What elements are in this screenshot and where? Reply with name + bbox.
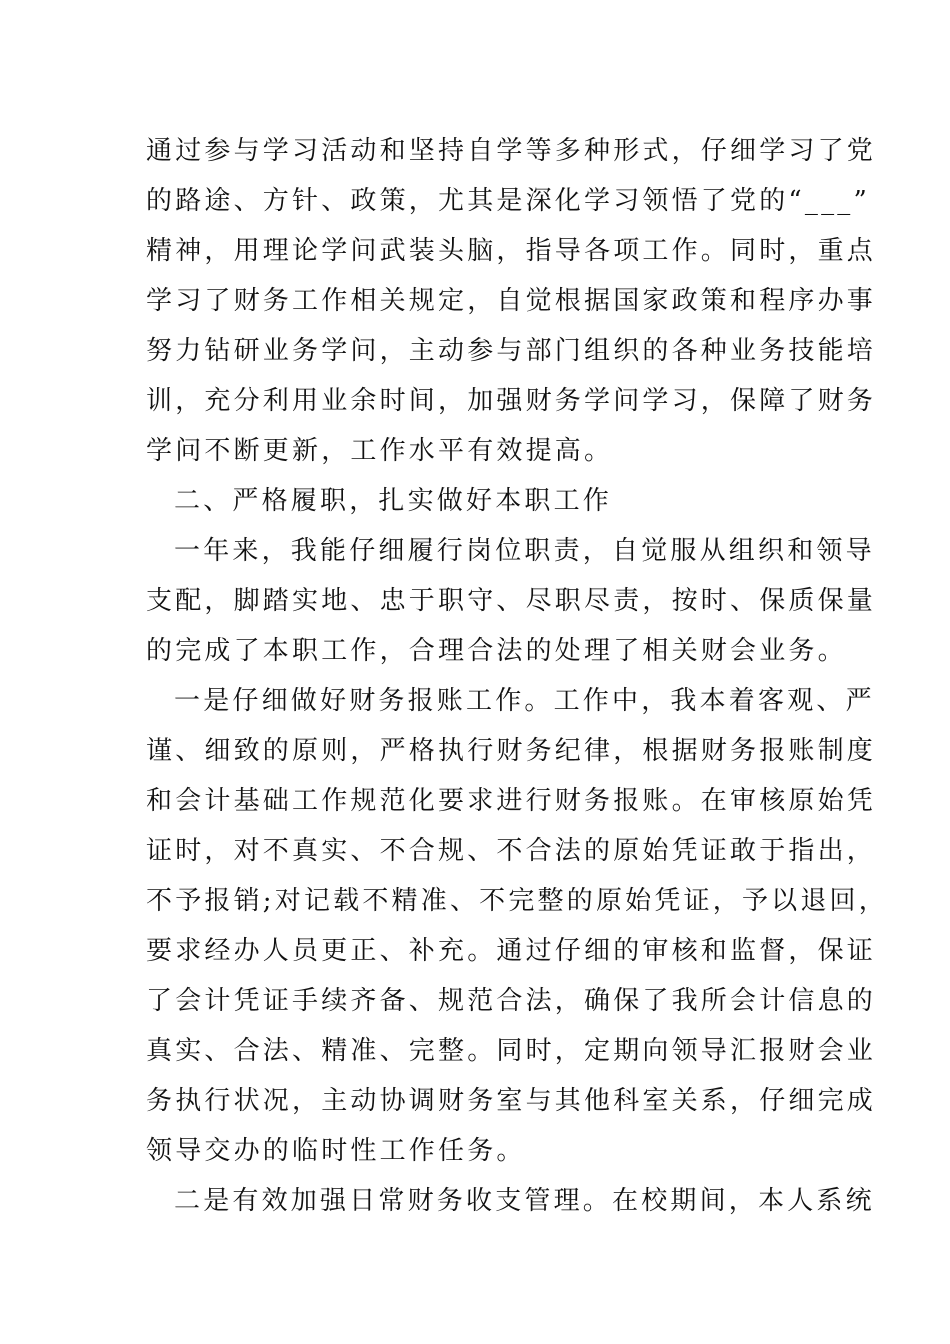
paragraph-line-10: 支配，脚踏实地、忠于职守、尽职尽责，按时、保质保量 — [146, 586, 877, 616]
section-heading: 二、严格履职，扎实做好本职工作 — [174, 486, 613, 516]
paragraph-line-22: 二是有效加强日常财务收支管理。在校期间，本人系统 — [174, 1186, 875, 1216]
paragraph-line-15: 证时，对不真实、不合规、不合法的原始凭证敢于指出， — [146, 836, 877, 866]
paragraph-line-20: 务执行状况，主动协调财务室与其他科室关系，仔细完成 — [146, 1086, 877, 1116]
paragraph-line-12: 一是仔细做好财务报账工作。工作中，我本着客观、严 — [174, 686, 875, 716]
paragraph-line-9: 一年来，我能仔细履行岗位职责，自觉服从组织和领导 — [174, 536, 875, 566]
paragraph-line-4: 学习了财务工作相关规定，自觉根据国家政策和程序办事 — [146, 286, 877, 316]
paragraph-line-16: 不予报销;对记载不精准、不完整的原始凭证，予以退回， — [146, 886, 888, 916]
paragraph-line-1: 通过参与学习活动和坚持自学等多种形式，仔细学习了党 — [146, 136, 877, 166]
paragraph-line-2: 的路途、方针、政策，尤其是深化学习领悟了党的“___” — [146, 186, 870, 216]
paragraph-line-11: 的完成了本职工作，合理合法的处理了相关财会业务。 — [146, 636, 847, 666]
paragraph-line-19: 真实、合法、精准、完整。同时，定期向领导汇报财会业 — [146, 1036, 877, 1066]
paragraph-line-3: 精神，用理论学问武装头脑，指导各项工作。同时，重点 — [146, 236, 877, 266]
paragraph-line-14: 和会计基础工作规范化要求进行财务报账。在审核原始凭 — [146, 786, 877, 816]
paragraph-line-13: 谨、细致的原则，严格执行财务纪律，根据财务报账制度 — [146, 736, 877, 766]
paragraph-line-17: 要求经办人员更正、补充。通过仔细的审核和监督，保证 — [146, 936, 877, 966]
paragraph-line-6: 训，充分利用业余时间，加强财务学问学习，保障了财务 — [146, 386, 877, 416]
paragraph-line-18: 了会计凭证手续齐备、规范合法，确保了我所会计信息的 — [146, 986, 877, 1016]
paragraph-line-7: 学问不断更新，工作水平有效提高。 — [146, 436, 614, 466]
paragraph-line-5: 努力钻研业务学问，主动参与部门组织的各种业务技能培 — [146, 336, 877, 366]
paragraph-line-21: 领导交办的临时性工作任务。 — [146, 1136, 526, 1166]
